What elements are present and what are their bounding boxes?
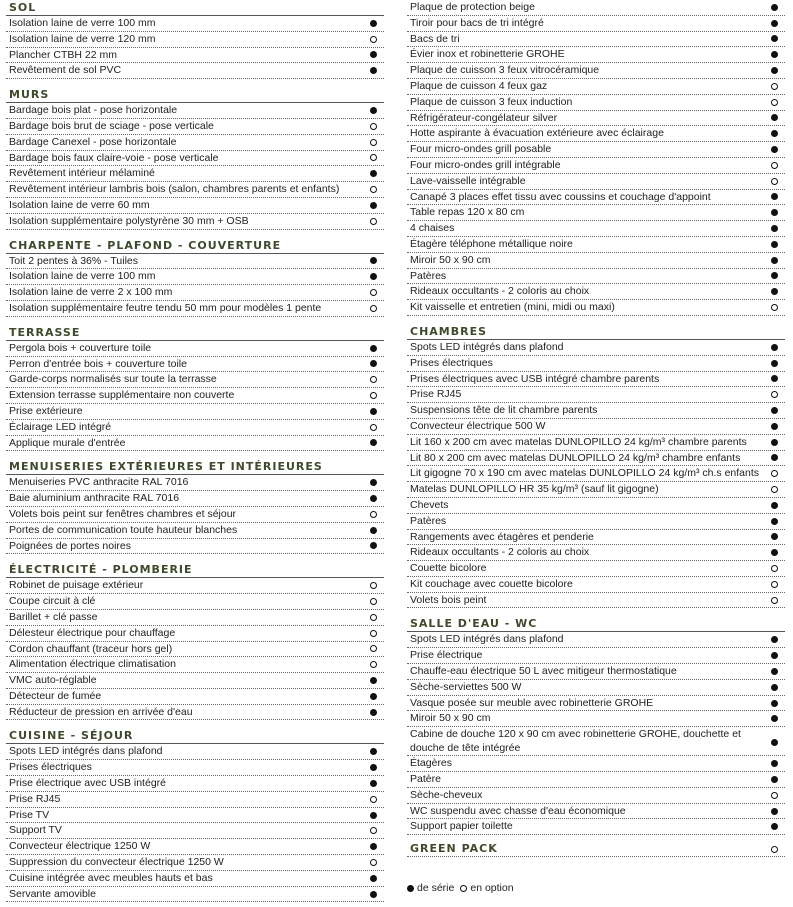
- filled-dot-icon: [370, 891, 377, 898]
- list-item: [6, 119, 384, 135]
- list-item: [6, 626, 384, 642]
- item-label: Poignées de portes noires: [9, 539, 131, 552]
- item-label: Évier inox et robinetterie GROHE: [410, 48, 565, 61]
- filled-dot-icon: [771, 684, 778, 691]
- item-label: Kit couchage avec couette bicolore: [410, 577, 573, 590]
- list-item: [6, 103, 384, 119]
- item-label: Bacs de tri: [410, 32, 460, 45]
- list-item: [407, 269, 785, 285]
- filled-dot-icon: [370, 495, 377, 502]
- item-label: Patère: [410, 773, 441, 786]
- item-label: Miroir 50 x 90 cm: [410, 253, 491, 266]
- item-label: Pergola bois + couverture toile: [9, 341, 152, 354]
- item-label: Plaque de protection beige: [410, 1, 535, 13]
- item-label: Réducteur de pression en arrivée d'eau: [9, 705, 193, 718]
- filled-dot-icon: [771, 700, 778, 707]
- list-item: [407, 530, 785, 546]
- list-item: [407, 711, 785, 727]
- section-sol: [6, 0, 384, 79]
- list-item: [6, 285, 384, 301]
- list-item: [407, 63, 785, 79]
- item-label: Étagères: [410, 757, 453, 770]
- list-item: [6, 388, 384, 404]
- empty-dot-icon: [771, 792, 778, 799]
- filled-dot-icon: [771, 407, 778, 414]
- list-item: [407, 696, 785, 712]
- item-label: Isolation laine de verre 100 mm: [9, 17, 156, 29]
- item-label: 4 chaises: [410, 222, 455, 235]
- list-item: [6, 198, 384, 214]
- item-label: Revêtement de sol PVC: [9, 64, 122, 77]
- list-item: [407, 727, 785, 756]
- item-label: Revêtement intérieur lambris bois (salon, chambres parents et enfants): [9, 183, 340, 196]
- list-item: [6, 475, 384, 491]
- item-label: Rideaux occultants - 2 coloris au choix: [410, 546, 590, 559]
- section-title: SOL: [6, 0, 384, 16]
- empty-dot-icon: [370, 424, 377, 431]
- item-label: Cordon chauffant (traceur hors gel): [9, 642, 173, 655]
- filled-dot-icon: [771, 808, 778, 815]
- list-item: [407, 514, 785, 530]
- filled-dot-icon: [370, 677, 377, 684]
- filled-dot-icon: [771, 518, 778, 525]
- list-item: [6, 372, 384, 388]
- item-label: Volets bois peint sur fenêtres chambres et séjour: [9, 507, 237, 520]
- section-title: TERRASSE: [6, 325, 384, 341]
- list-item: [407, 482, 785, 498]
- list-item: [407, 403, 785, 419]
- filled-dot-icon: [771, 146, 778, 153]
- list-item: [407, 111, 785, 127]
- item-label: Prises électriques: [410, 356, 493, 369]
- filled-dot-icon: [771, 502, 778, 509]
- empty-dot-icon: [771, 162, 778, 169]
- item-label: Alimentation électrique climatisation: [9, 658, 176, 671]
- list-item: [407, 772, 785, 788]
- list-item: [6, 887, 384, 903]
- empty-dot-icon: [460, 885, 467, 892]
- item-label: VMC auto-réglable: [9, 674, 97, 687]
- green-pack-label: GREEN PACK: [410, 842, 498, 856]
- empty-dot-icon: [370, 218, 377, 225]
- item-label: Rideaux occultants - 2 coloris au choix: [410, 285, 590, 298]
- item-label: Lit gigogne 70 x 190 cm avec matelas DUNLOPILLO 24 kg/m³ ch.s enfants: [410, 467, 760, 480]
- list-item: [6, 32, 384, 48]
- list-item: [407, 419, 785, 435]
- list-item: [407, 498, 785, 514]
- section-continued: [407, 0, 785, 316]
- list-item: [407, 16, 785, 32]
- list-item: [6, 657, 384, 673]
- list-item: [6, 673, 384, 689]
- empty-dot-icon: [771, 581, 778, 588]
- list-item: [407, 205, 785, 221]
- item-label: Hotte aspirante à évacuation extérieure avec éclairage: [410, 127, 664, 140]
- item-label: Couette bicolore: [410, 562, 487, 575]
- list-item: [6, 855, 384, 871]
- list-item: [407, 79, 785, 95]
- list-item: [6, 269, 384, 285]
- item-label: Support papier toilette: [410, 820, 513, 833]
- item-label: Convecteur électrique 1250 W: [9, 840, 151, 853]
- item-label: Prises électriques avec USB intégré chambre parents: [410, 372, 660, 385]
- filled-dot-icon: [771, 439, 778, 446]
- section-title: MENUISERIES EXTÉRIEURES ET INTÉRIEURES: [6, 459, 384, 475]
- list-item: [407, 0, 785, 16]
- item-label: Table repas 120 x 80 cm: [410, 206, 525, 219]
- list-item: [407, 819, 785, 835]
- section-salle-d-eau-wc: [407, 616, 785, 835]
- item-label: Prises électriques: [9, 761, 92, 774]
- item-label: Coupe circuit à clé: [9, 595, 96, 608]
- item-label: Prise électrique: [410, 649, 483, 662]
- list-item: [407, 158, 785, 174]
- legend: [407, 882, 514, 894]
- filled-dot-icon: [370, 408, 377, 415]
- item-label: Kit vaisselle et entretien (mini, midi ou maxi): [410, 301, 615, 314]
- item-label: Patères: [410, 514, 447, 527]
- filled-dot-icon: [771, 739, 778, 746]
- filled-dot-icon: [370, 812, 377, 819]
- list-item: [407, 680, 785, 696]
- list-item: [407, 356, 785, 372]
- item-label: Éclairage LED intégré: [9, 420, 112, 433]
- right-column: [407, 0, 785, 857]
- section-title: CHARPENTE - PLAFOND - COUVERTURE: [6, 238, 384, 254]
- filled-dot-icon: [771, 776, 778, 783]
- item-label: Sèche-serviettes 500 W: [410, 680, 522, 693]
- item-label: Isolation laine de verre 2 x 100 mm: [9, 286, 173, 299]
- list-item: [407, 142, 785, 158]
- empty-dot-icon: [370, 186, 377, 193]
- filled-dot-icon: [370, 875, 377, 882]
- empty-dot-icon: [370, 859, 377, 866]
- item-label: Rangements avec étagères et penderie: [410, 530, 594, 543]
- list-item: [6, 63, 384, 79]
- list-item: [6, 871, 384, 887]
- empty-dot-icon: [370, 598, 377, 605]
- list-item: [6, 341, 384, 357]
- list-item: [6, 151, 384, 167]
- list-item: [407, 221, 785, 237]
- item-label: Spots LED intégrés dans plafond: [410, 633, 564, 646]
- list-item: [407, 340, 785, 356]
- list-item: [6, 539, 384, 555]
- section-title: MURS: [6, 87, 384, 103]
- item-label: Chevets: [410, 498, 449, 511]
- legend-standard: [407, 882, 454, 894]
- section-title: CUISINE - SÉJOUR: [6, 728, 384, 744]
- item-label: Isolation laine de verre 120 mm: [9, 32, 156, 45]
- item-label: Délesteur électrique pour chauffage: [9, 626, 176, 639]
- item-label: Volets bois peint: [410, 593, 487, 606]
- item-label: Prise TV: [9, 808, 50, 821]
- empty-dot-icon: [771, 486, 778, 493]
- item-label: Prise extérieure: [9, 404, 83, 417]
- filled-dot-icon: [771, 20, 778, 27]
- list-item: [6, 48, 384, 64]
- item-label: Spots LED intégrés dans plafond: [410, 340, 564, 353]
- list-item: [407, 32, 785, 48]
- item-label: Réfrigérateur-congélateur silver: [410, 111, 558, 124]
- list-item: [407, 253, 785, 269]
- section-cuisine-sejour: [6, 728, 384, 902]
- item-label: Toit 2 pentes à 36% - Tuiles: [9, 254, 138, 267]
- item-label: Isolation laine de verre 100 mm: [9, 270, 156, 283]
- list-item: [407, 804, 785, 820]
- item-label: Portes de communication toute hauteur blanches: [9, 523, 238, 536]
- list-item: [6, 823, 384, 839]
- item-label: Spots LED intégrés dans plafond: [9, 745, 163, 758]
- list-item: [407, 237, 785, 253]
- section-green-pack: [407, 841, 785, 857]
- section-menuiseries-exterieures-et-interieures: [6, 459, 384, 554]
- item-label: Garde-corps normalisés sur toute la terrasse: [9, 373, 217, 386]
- item-label: Convecteur électrique 500 W: [410, 419, 546, 432]
- list-item: [407, 664, 785, 680]
- list-item: [407, 190, 785, 206]
- legend-option-label: en option: [470, 882, 514, 894]
- empty-dot-icon: [370, 36, 377, 43]
- item-label: Servante amovible: [9, 887, 96, 900]
- legend-option: [460, 882, 513, 894]
- list-item: [6, 301, 384, 317]
- list-item: [6, 436, 384, 452]
- item-label: Cabine de douche 120 x 90 cm avec robinetterie GROHE, douchette et douche de tête intégrée: [410, 728, 741, 754]
- list-item: [407, 451, 785, 467]
- item-label: Barillet + clé passe: [9, 610, 98, 623]
- item-label: Plancher CTBH 22 mm: [9, 48, 117, 61]
- item-label: Matelas DUNLOPILLO HR 35 kg/m³ (sauf lit gigogne): [410, 483, 659, 496]
- item-label: Chauffe-eau électrique 50 L avec mitigeur thermostatique: [410, 665, 677, 678]
- item-label: Étagère téléphone métallique noire: [410, 237, 573, 250]
- item-label: Lit 160 x 200 cm avec matelas DUNLOPILLO 24 kg/m³ chambre parents: [410, 435, 747, 448]
- list-item: [407, 95, 785, 111]
- list-item: [6, 744, 384, 760]
- filled-dot-icon: [771, 257, 778, 264]
- empty-dot-icon: [370, 614, 377, 621]
- list-item: [407, 372, 785, 388]
- list-item: [6, 705, 384, 721]
- list-item: [6, 166, 384, 182]
- empty-dot-icon: [370, 796, 377, 803]
- item-label: Isolation supplémentaire feutre tendu 50 mm pour modèles 1 pente: [9, 301, 322, 314]
- item-label: Revêtement intérieur mélaminé: [9, 167, 155, 180]
- item-label: Bardage Canexel - pose horizontale: [9, 135, 177, 148]
- list-item: [407, 577, 785, 593]
- list-item: [6, 594, 384, 610]
- list-item: [6, 404, 384, 420]
- empty-dot-icon: [370, 139, 377, 146]
- filled-dot-icon: [771, 423, 778, 430]
- filled-dot-icon: [407, 885, 414, 892]
- item-label: Tiroir pour bacs de tri intégré: [410, 16, 544, 29]
- empty-dot-icon: [771, 304, 778, 311]
- list-item: [407, 47, 785, 63]
- list-item: [407, 545, 785, 561]
- item-label: Suspensions tête de lit chambre parents: [410, 404, 598, 417]
- item-label: Menuiseries PVC anthracite RAL 7016: [9, 476, 189, 489]
- item-label: Baie aluminium anthracite RAL 7016: [9, 492, 180, 505]
- filled-dot-icon: [370, 527, 377, 534]
- filled-dot-icon: [370, 345, 377, 352]
- item-label: Détecteur de fumée: [9, 689, 102, 702]
- item-label: Perron d'entrée bois + couverture toile: [9, 357, 187, 370]
- list-item: [6, 491, 384, 507]
- list-item: [407, 174, 785, 190]
- list-item: [6, 642, 384, 658]
- list-item: [6, 610, 384, 626]
- section-title: CHAMBRES: [407, 324, 785, 340]
- item-label: Support TV: [9, 824, 62, 837]
- item-label: WC suspendu avec chasse d'eau économique: [410, 804, 626, 817]
- list-item: [6, 689, 384, 705]
- filled-dot-icon: [370, 693, 377, 700]
- item-label: Prise électrique avec USB intégré: [9, 777, 166, 790]
- list-item: [6, 214, 384, 230]
- item-label: Canapé 3 places effet tissu avec coussins et couchage d'appoint: [410, 190, 711, 203]
- legend-standard-label: de série: [417, 882, 455, 894]
- list-item: [6, 839, 384, 855]
- list-item: [6, 792, 384, 808]
- empty-dot-icon: [771, 178, 778, 185]
- item-label: Plaque de cuisson 3 feux induction: [410, 95, 573, 108]
- filled-dot-icon: [771, 225, 778, 232]
- list-item: [6, 182, 384, 198]
- filled-dot-icon: [370, 780, 377, 787]
- item-label: Lit 80 x 200 cm avec matelas DUNLOPILLO 24 kg/m³ chambre enfants: [410, 451, 741, 464]
- empty-dot-icon: [771, 846, 778, 853]
- item-label: Miroir 50 x 90 cm: [410, 712, 491, 725]
- item-label: Vasque posée sur meuble avec robinetterie GROHE: [410, 696, 654, 709]
- item-label: Four micro-ondes grill intégrable: [410, 158, 561, 171]
- section-murs: [6, 87, 384, 229]
- list-item: [6, 357, 384, 373]
- list-item: [407, 300, 785, 316]
- item-label: Extension terrasse supplémentaire non couverte: [9, 389, 235, 402]
- list-item: [407, 632, 785, 648]
- list-item: [407, 756, 785, 772]
- list-item: [6, 808, 384, 824]
- list-item: [407, 387, 785, 403]
- list-item: [407, 284, 785, 300]
- item-label: Patères: [410, 269, 447, 282]
- item-label: Isolation laine de verre 60 mm: [9, 198, 150, 211]
- section-charpente-plafond-couverture: [6, 238, 384, 317]
- empty-dot-icon: [370, 289, 377, 296]
- empty-dot-icon: [370, 305, 377, 312]
- empty-dot-icon: [370, 123, 377, 130]
- empty-dot-icon: [771, 597, 778, 604]
- list-item: [407, 126, 785, 142]
- filled-dot-icon: [771, 344, 778, 351]
- list-item: [6, 16, 384, 32]
- filled-dot-icon: [771, 360, 778, 367]
- list-item: [6, 523, 384, 539]
- list-item: [407, 593, 785, 609]
- section-chambres: [407, 324, 785, 609]
- section-title: ÉLECTRICITÉ - PLOMBERIE: [6, 562, 384, 578]
- section-title: [407, 841, 785, 857]
- empty-dot-icon: [370, 511, 377, 518]
- list-item: [6, 254, 384, 270]
- filled-dot-icon: [370, 709, 377, 716]
- item-label: Four micro-ondes grill posable: [410, 143, 552, 156]
- left-column: [6, 0, 384, 902]
- filled-dot-icon: [370, 20, 377, 27]
- item-label: Isolation supplémentaire polystyrène 30 mm + OSB: [9, 214, 249, 227]
- item-label: Sèche-cheveux: [410, 788, 483, 801]
- section-title: SALLE D'EAU - WC: [407, 616, 785, 632]
- list-item: [6, 578, 384, 594]
- item-label: Cuisine intégrée avec meubles hauts et bas: [9, 871, 213, 884]
- empty-dot-icon: [771, 565, 778, 572]
- list-item: [407, 435, 785, 451]
- item-label: Bardage bois faux claire-voie - pose verticale: [9, 151, 219, 164]
- item-label: Plaque de cuisson 4 feux gaz: [410, 79, 548, 92]
- list-item: [407, 466, 785, 482]
- empty-dot-icon: [771, 99, 778, 106]
- filled-dot-icon: [771, 4, 778, 11]
- filled-dot-icon: [771, 668, 778, 675]
- item-label: Prise RJ45: [9, 792, 61, 805]
- item-label: Plaque de cuisson 3 feux vitrocéramique: [410, 64, 600, 77]
- item-label: Lave-vaisselle intégrable: [410, 174, 526, 187]
- empty-dot-icon: [370, 392, 377, 399]
- item-label: Bardage bois brut de sciage - pose verticale: [9, 119, 214, 132]
- empty-dot-icon: [370, 630, 377, 637]
- list-item: [6, 135, 384, 151]
- item-label: Prise RJ45: [410, 388, 462, 401]
- section-terrasse: [6, 325, 384, 452]
- item-label: Applique murale d'entrée: [9, 436, 126, 449]
- filled-dot-icon: [370, 202, 377, 209]
- filled-dot-icon: [771, 241, 778, 248]
- list-item: [407, 788, 785, 804]
- empty-dot-icon: [771, 83, 778, 90]
- section-electricite-plomberie: [6, 562, 384, 720]
- list-item: [6, 507, 384, 523]
- item-label: Robinet de puisage extérieur: [9, 579, 144, 592]
- item-label: Suppression du convecteur électrique 1250 W: [9, 856, 224, 869]
- list-item: [407, 648, 785, 664]
- list-item: [6, 420, 384, 436]
- item-label: Bardage bois plat - pose horizontale: [9, 104, 178, 117]
- list-item: [6, 776, 384, 792]
- list-item: [6, 760, 384, 776]
- list-item: [407, 561, 785, 577]
